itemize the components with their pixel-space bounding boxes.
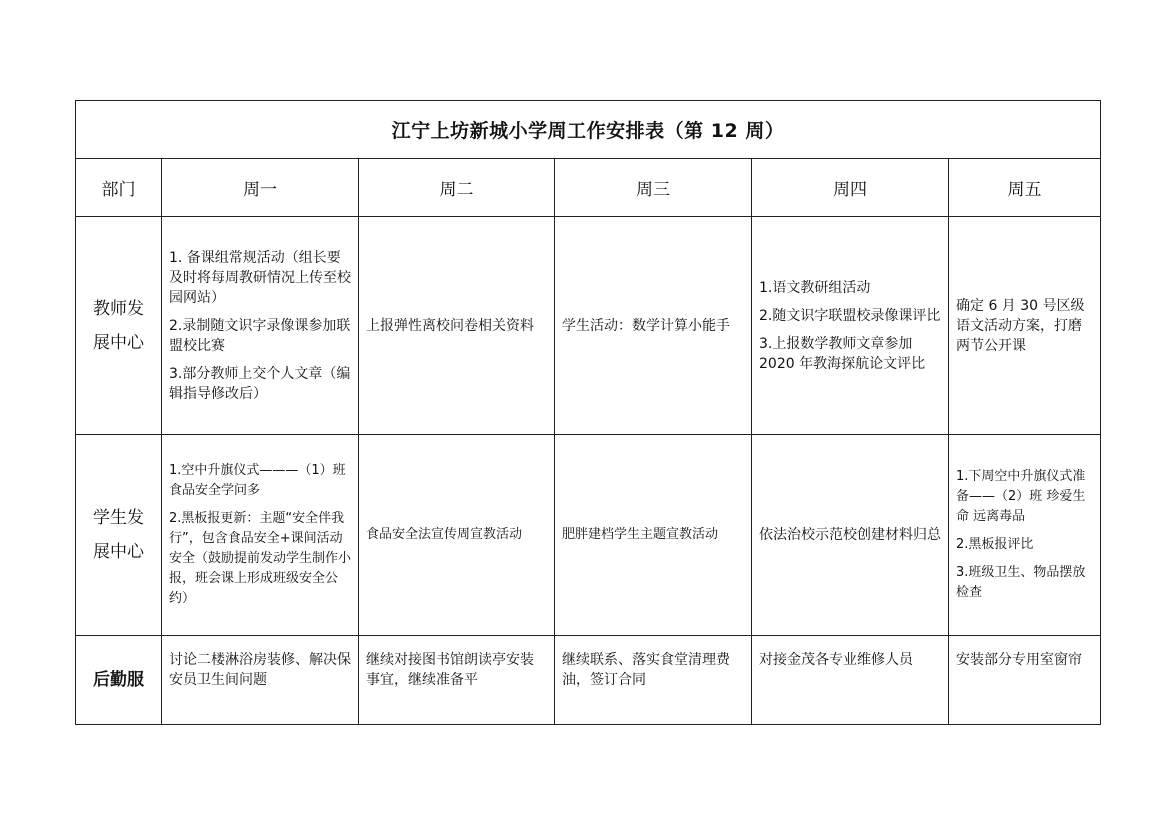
cell-text: 1.空中升旗仪式———（1）班 食品安全学问多 — [169, 463, 346, 498]
cell-student-monday — [162, 435, 359, 636]
cell-text: 2.随文识字联盟校录像课评比 — [759, 307, 941, 324]
cell-text: 上报弹性离校问卷相关资料 — [366, 317, 534, 334]
cell-student-tuesday — [359, 435, 555, 636]
cell-text: 1. 备课组常规活动（组长要及时将每周教研情况上传至校园网站） — [169, 249, 351, 306]
cell-text: 继续对接图书馆朗读亭安装事宜，继续准备平 — [366, 652, 534, 688]
cell-text: 对接金茂各专业维修人员 — [759, 652, 913, 668]
cell-text: 确定 6 月 30 号区级语文活动方案，打磨两节公开课 — [956, 297, 1085, 354]
cell-teacher-friday — [949, 217, 1101, 435]
cell-text: 1.语文教研组活动 — [759, 279, 871, 296]
cell-student-thursday — [752, 435, 949, 636]
dept-cell-student — [76, 435, 162, 636]
cell-text: 3.上报数学教师文章参加 2020 年教海探航论文评比 — [759, 335, 926, 372]
table-row — [76, 636, 1101, 725]
cell-text: 3.部分教师上交个人文章（编辑指导修改后） — [169, 365, 351, 402]
header-monday: 周一 — [162, 159, 359, 217]
cell-text: 学生活动：数学计算小能手 — [562, 317, 730, 334]
cell-student-wednesday — [555, 435, 752, 636]
cell-teacher-wednesday — [555, 217, 752, 435]
dept-label-line1: 学生发 — [93, 508, 144, 528]
header-row — [76, 159, 1101, 217]
table-row — [76, 217, 1101, 435]
dept-label-line2: 展中心 — [93, 332, 144, 353]
dept-cell-teacher — [76, 217, 162, 435]
dept-cell-logistics — [76, 636, 162, 725]
cell-text: 讨论二楼淋浴房装修、解决保安员卫生间问题 — [169, 652, 351, 688]
cell-logistics-monday — [162, 636, 359, 725]
cell-logistics-friday — [949, 636, 1101, 725]
cell-logistics-tuesday — [359, 636, 555, 725]
cell-teacher-tuesday — [359, 217, 555, 435]
cell-text: 1.下周空中升旗仪式准备——（2）班 珍爱生命 远离毒品 — [956, 469, 1086, 524]
header-wednesday: 周三 — [555, 159, 752, 217]
cell-teacher-monday — [162, 217, 359, 435]
cell-text: 2.黑板报评比 — [956, 537, 1034, 552]
cell-text: 2.黑板报更新：主题“安全伴我行”，包含食品安全+课间活动安全（鼓励提前发动学生制作小报，班会课上形成班级安全公约） — [169, 511, 352, 606]
header-tuesday: 周二 — [359, 159, 555, 217]
header-dept: 部门 — [76, 159, 162, 217]
cell-student-friday — [949, 435, 1101, 636]
cell-text: 3.班级卫生、物品摆放检查 — [956, 565, 1086, 600]
header-thursday: 周四 — [752, 159, 949, 217]
cell-logistics-thursday — [752, 636, 949, 725]
dept-label-line1: 教师发 — [93, 298, 144, 319]
cell-text: 继续联系、落实食堂清理费油，签订合同 — [562, 652, 730, 688]
cell-text: 肥胖建档学生主题宣教活动 — [562, 527, 719, 542]
cell-text: 2.录制随文识字录像课参加联盟校比赛 — [169, 317, 351, 354]
cell-logistics-wednesday — [555, 636, 752, 725]
table-row — [76, 435, 1101, 636]
header-friday: 周五 — [949, 159, 1101, 217]
cell-text: 安装部分专用室窗帘 — [956, 652, 1082, 668]
cell-text: 依法治校示范校创建材料归总 — [759, 527, 941, 543]
cell-text: 食品安全法宣传周宣教活动 — [366, 527, 523, 542]
dept-label-line1: 后勤服 — [93, 670, 144, 690]
weekly-schedule-table — [75, 100, 1101, 725]
dept-label-line2: 展中心 — [93, 542, 144, 562]
cell-teacher-thursday — [752, 217, 949, 435]
table-title: 江宁上坊新城小学周工作安排表（第 12 周） — [76, 101, 1101, 159]
